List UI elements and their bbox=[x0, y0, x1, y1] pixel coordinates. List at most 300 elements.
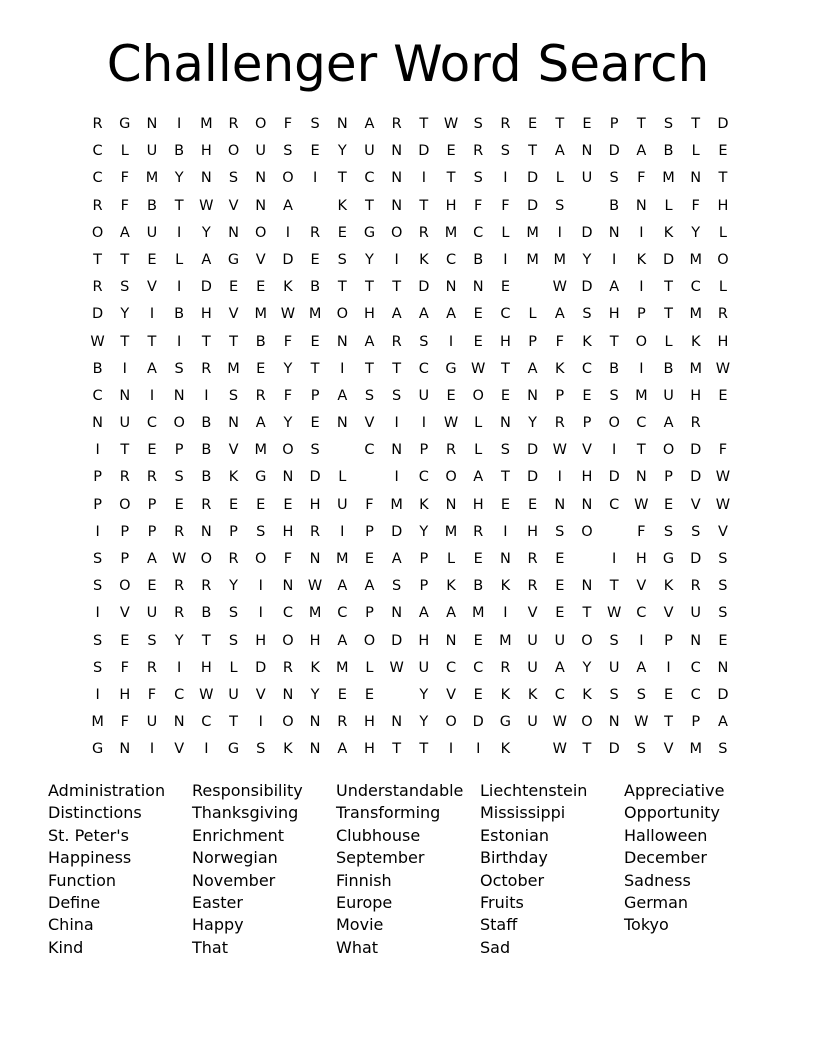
word-item: Enrichment bbox=[192, 825, 285, 845]
grid-letter: N bbox=[717, 659, 729, 676]
grid-letter: H bbox=[309, 496, 321, 513]
grid-letter: T bbox=[229, 333, 238, 350]
word-column bbox=[48, 780, 192, 959]
grid-letter: H bbox=[119, 686, 131, 703]
grid-letter: M bbox=[390, 496, 403, 513]
grid-letter bbox=[519, 739, 546, 766]
grid-letter: R bbox=[527, 551, 538, 567]
grid-letter: E bbox=[446, 387, 456, 404]
grid-letter: Y bbox=[174, 632, 184, 649]
grid-letter: V bbox=[228, 306, 239, 323]
grid-letter: D bbox=[690, 469, 702, 486]
word-column bbox=[624, 780, 768, 959]
grid-letter: D bbox=[608, 741, 620, 758]
word-item: Function bbox=[48, 870, 117, 890]
grid-letter: N bbox=[608, 224, 620, 241]
grid-letter: C bbox=[690, 279, 701, 296]
grid-letter: Y bbox=[582, 659, 592, 676]
grid-letter bbox=[356, 467, 383, 494]
grid-letter: V bbox=[119, 605, 130, 622]
grid-letter: O bbox=[91, 224, 104, 241]
grid-letter: O bbox=[581, 714, 593, 731]
grid-letter: L bbox=[664, 197, 673, 214]
grid-letter: K bbox=[337, 197, 348, 214]
word-column bbox=[336, 780, 480, 959]
grid-letter: K bbox=[636, 251, 647, 268]
grid-letter: Y bbox=[582, 251, 592, 268]
grid-letter: N bbox=[608, 714, 620, 731]
grid-letter: R bbox=[500, 116, 511, 132]
grid-letter: C bbox=[146, 415, 158, 432]
grid-letter: N bbox=[173, 387, 185, 404]
grid-letter: M bbox=[227, 360, 240, 377]
grid-letter: D bbox=[608, 143, 620, 160]
grid-letter: S bbox=[256, 523, 266, 540]
grid-letter: A bbox=[201, 251, 212, 268]
grid-letter bbox=[573, 196, 600, 223]
grid-letter: L bbox=[474, 442, 483, 459]
grid-letter: I bbox=[639, 632, 644, 649]
word-item: Halloween bbox=[624, 825, 708, 845]
grid-letter: S bbox=[174, 469, 184, 486]
grid-letter: I bbox=[258, 714, 263, 731]
grid-letter: U bbox=[527, 659, 538, 676]
grid-letter: R bbox=[500, 659, 511, 676]
grid-letter: F bbox=[555, 333, 564, 350]
grid-letter: E bbox=[364, 551, 375, 567]
grid-letter: A bbox=[364, 578, 375, 595]
grid-letter: H bbox=[364, 714, 375, 731]
grid-letter: M bbox=[471, 605, 485, 622]
grid-row bbox=[84, 250, 737, 277]
grid-letter: I bbox=[394, 469, 399, 486]
grid-letter: S bbox=[555, 197, 565, 214]
grid-letter: M bbox=[336, 659, 349, 676]
grid-letter: O bbox=[119, 578, 131, 595]
grid-letter: B bbox=[609, 197, 620, 214]
grid-letter: K bbox=[283, 279, 293, 296]
grid-letter: T bbox=[201, 632, 211, 649]
grid-letter: C bbox=[337, 605, 348, 622]
grid-letter: D bbox=[309, 469, 321, 486]
grid-letter: N bbox=[445, 279, 457, 296]
grid-letter: C bbox=[473, 659, 484, 676]
grid-letter: M bbox=[200, 116, 213, 132]
grid-letter: T bbox=[120, 251, 130, 268]
grid-letter: I bbox=[95, 605, 100, 622]
grid-letter: M bbox=[254, 306, 267, 323]
grid-letter: V bbox=[663, 605, 674, 622]
grid-letter: I bbox=[149, 387, 155, 404]
word-column bbox=[192, 780, 336, 959]
grid-letter: T bbox=[337, 170, 347, 187]
grid-letter: G bbox=[363, 224, 376, 241]
word-item: Movie bbox=[336, 915, 384, 935]
word-item: Finnish bbox=[336, 870, 392, 890]
grid-row bbox=[84, 440, 737, 467]
grid-letter: L bbox=[718, 279, 727, 296]
grid-letter: S bbox=[718, 741, 728, 758]
word-item: Happiness bbox=[48, 848, 132, 868]
grid-letter: W bbox=[199, 686, 214, 703]
grid-letter: B bbox=[310, 279, 321, 296]
grid-letter: B bbox=[473, 578, 484, 595]
grid-letter: A bbox=[636, 659, 647, 676]
grid-letter: E bbox=[446, 143, 456, 160]
grid-letter: E bbox=[718, 387, 728, 404]
grid-letter: T bbox=[365, 279, 374, 296]
grid-letter: D bbox=[527, 469, 539, 486]
grid-letter: C bbox=[690, 659, 701, 676]
grid-letter: N bbox=[690, 632, 702, 649]
word-item: Birthday bbox=[480, 848, 548, 868]
grid-letter: S bbox=[609, 632, 619, 649]
grid-letter: A bbox=[337, 578, 348, 595]
grid-letter: N bbox=[173, 714, 185, 731]
grid-letter: Y bbox=[691, 224, 701, 241]
grid-letter: T bbox=[419, 741, 429, 758]
grid-letter: V bbox=[636, 578, 647, 595]
grid-letter: W bbox=[606, 605, 622, 622]
grid-letter: I bbox=[557, 224, 562, 241]
grid-letter: O bbox=[662, 442, 675, 459]
grid-letter: U bbox=[146, 605, 158, 622]
grid-letter: R bbox=[690, 578, 701, 595]
word-item: St. Peter's bbox=[48, 825, 129, 845]
grid-letter: S bbox=[228, 387, 239, 404]
grid-letter: A bbox=[446, 605, 456, 622]
grid-letter: W bbox=[552, 714, 567, 731]
grid-letter: G bbox=[91, 741, 104, 758]
grid-letter: T bbox=[446, 170, 456, 187]
grid-letter: E bbox=[256, 496, 266, 513]
grid-letter: N bbox=[119, 387, 131, 404]
grid-letter: H bbox=[690, 387, 702, 404]
grid-letter: H bbox=[418, 632, 430, 649]
grid-letter: R bbox=[690, 415, 701, 432]
grid-letter: W bbox=[443, 415, 459, 432]
grid-letter: G bbox=[499, 714, 512, 731]
grid-letter: S bbox=[663, 523, 674, 540]
grid-letter: I bbox=[503, 605, 508, 622]
grid-letter: O bbox=[255, 224, 267, 241]
grid-letter: D bbox=[527, 170, 539, 187]
grid-row bbox=[84, 168, 737, 195]
grid-letter: V bbox=[147, 279, 157, 296]
grid-letter: V bbox=[228, 442, 239, 459]
grid-letter: U bbox=[364, 143, 375, 160]
grid-letter: N bbox=[581, 143, 593, 160]
grid-letter: M bbox=[444, 523, 458, 540]
grid-letter: M bbox=[526, 224, 539, 241]
grid-letter: V bbox=[717, 523, 728, 540]
grid-letter: C bbox=[445, 659, 457, 676]
grid-letter: H bbox=[309, 632, 321, 649]
grid-letter: I bbox=[612, 551, 617, 567]
grid-letter: L bbox=[120, 143, 129, 160]
grid-letter: E bbox=[528, 116, 538, 132]
grid-letter: O bbox=[363, 632, 376, 649]
grid-row bbox=[84, 576, 737, 603]
grid-letter: S bbox=[228, 605, 239, 622]
grid-letter: T bbox=[582, 605, 592, 622]
grid-letter: R bbox=[445, 442, 457, 459]
grid-letter: D bbox=[472, 714, 484, 731]
grid-letter bbox=[302, 196, 329, 223]
grid-letter: V bbox=[364, 415, 375, 432]
grid-letter: T bbox=[609, 333, 619, 350]
grid-letter: P bbox=[555, 387, 565, 404]
grid-letter: G bbox=[255, 469, 267, 486]
grid-letter: N bbox=[391, 143, 403, 160]
grid-letter: S bbox=[636, 741, 646, 758]
grid-letter: Y bbox=[337, 143, 347, 160]
grid-letter: O bbox=[255, 551, 267, 567]
grid-letter: N bbox=[391, 714, 403, 731]
grid-letter: K bbox=[582, 686, 592, 703]
word-column bbox=[480, 780, 624, 959]
grid-letter: N bbox=[336, 333, 348, 350]
grid-letter: P bbox=[93, 469, 102, 486]
grid-letter: K bbox=[527, 686, 538, 703]
grid-letter: A bbox=[255, 415, 266, 432]
grid-letter: T bbox=[392, 279, 402, 296]
grid-letter: T bbox=[718, 170, 728, 187]
grid-letter: I bbox=[639, 360, 644, 377]
grid-letter: I bbox=[448, 741, 454, 758]
grid-letter: N bbox=[200, 170, 212, 187]
grid-letter: A bbox=[446, 306, 456, 323]
grid-letter: O bbox=[255, 116, 267, 132]
grid-letter: T bbox=[365, 197, 374, 214]
grid-letter: B bbox=[146, 197, 157, 214]
grid-letter: H bbox=[200, 306, 212, 323]
word-item: Mississippi bbox=[480, 803, 566, 823]
grid-letter: D bbox=[282, 251, 294, 268]
grid-letter: W bbox=[715, 496, 731, 513]
grid-letter: C bbox=[636, 415, 647, 432]
grid-letter: S bbox=[718, 605, 728, 622]
grid-letter: D bbox=[581, 224, 593, 241]
grid-letter: K bbox=[500, 686, 511, 703]
grid-letter: I bbox=[503, 251, 508, 268]
word-item: Tokyo bbox=[624, 915, 669, 935]
grid-letter: F bbox=[283, 387, 293, 404]
grid-letter: N bbox=[581, 496, 593, 513]
word-item: Happy bbox=[192, 915, 244, 935]
grid-letter: O bbox=[390, 224, 403, 241]
grid-row bbox=[84, 685, 737, 712]
grid-letter: R bbox=[92, 116, 103, 132]
grid-letter: I bbox=[639, 224, 644, 241]
grid-letter: C bbox=[473, 224, 484, 241]
grid-letter: I bbox=[503, 170, 508, 187]
grid-letter: E bbox=[473, 306, 483, 323]
grid-letter: S bbox=[174, 360, 184, 377]
grid-row bbox=[84, 522, 737, 549]
grid-letter: V bbox=[663, 741, 674, 758]
grid-letter: V bbox=[527, 605, 538, 622]
grid-letter: G bbox=[119, 116, 131, 132]
grid-letter: R bbox=[174, 605, 185, 622]
grid-letter: V bbox=[582, 442, 592, 459]
grid-letter: M bbox=[662, 170, 675, 187]
grid-letter: W bbox=[471, 360, 486, 377]
grid-letter: N bbox=[119, 741, 131, 758]
grid-letter: E bbox=[228, 496, 239, 513]
grid-letter: I bbox=[122, 360, 127, 377]
grid-letter: I bbox=[285, 224, 291, 241]
grid-letter: T bbox=[392, 741, 402, 758]
grid-letter: E bbox=[555, 551, 565, 567]
grid-letter: R bbox=[473, 143, 484, 160]
grid-letter bbox=[329, 440, 356, 467]
grid-letter: N bbox=[581, 578, 593, 595]
grid-letter: D bbox=[527, 197, 539, 214]
grid-letter: D bbox=[418, 143, 430, 160]
grid-letter: R bbox=[92, 279, 103, 296]
grid-letter: E bbox=[473, 333, 483, 350]
grid-letter: B bbox=[663, 143, 674, 160]
grid-letter: L bbox=[365, 659, 374, 676]
grid-letter: S bbox=[718, 578, 728, 595]
grid-letter: S bbox=[337, 251, 347, 268]
grid-letter: A bbox=[418, 605, 429, 622]
grid-letter: R bbox=[527, 578, 538, 595]
grid-letter: O bbox=[119, 496, 131, 513]
grid-letter: O bbox=[717, 251, 729, 268]
grid-letter: U bbox=[146, 224, 158, 241]
grid-letter: I bbox=[204, 741, 209, 758]
grid-letter: I bbox=[340, 360, 345, 377]
grid-letter: E bbox=[147, 578, 157, 595]
grid-letter: W bbox=[171, 551, 187, 567]
grid-letter: Y bbox=[419, 523, 429, 540]
grid-letter: F bbox=[120, 170, 129, 187]
grid-letter: N bbox=[255, 170, 267, 187]
grid-letter: W bbox=[552, 741, 567, 758]
grid-letter: S bbox=[92, 659, 103, 676]
grid-letter: T bbox=[392, 360, 402, 377]
grid-letter: N bbox=[146, 116, 158, 132]
grid-letter: T bbox=[93, 251, 103, 268]
grid-letter: I bbox=[177, 116, 182, 132]
grid-row bbox=[84, 495, 737, 522]
grid-letter: M bbox=[689, 306, 702, 323]
grid-letter: S bbox=[609, 170, 619, 187]
grid-letter: E bbox=[555, 578, 565, 595]
grid-letter: I bbox=[149, 741, 155, 758]
grid-letter: L bbox=[446, 551, 456, 567]
word-item: Appreciative bbox=[624, 781, 725, 800]
grid-letter: I bbox=[258, 605, 263, 622]
grid-letter: O bbox=[282, 442, 294, 459]
grid-letter: L bbox=[718, 224, 727, 241]
grid-letter: N bbox=[309, 551, 321, 567]
grid-letter: N bbox=[255, 197, 267, 214]
grid-letter: N bbox=[499, 551, 511, 567]
grid-letter: K bbox=[419, 251, 429, 268]
grid-letter: V bbox=[255, 251, 266, 268]
grid-letter: E bbox=[310, 251, 320, 268]
grid-letter: E bbox=[337, 224, 347, 241]
grid-letter: S bbox=[609, 387, 619, 404]
grid-letter: O bbox=[282, 714, 294, 731]
grid-letter: O bbox=[282, 170, 294, 187]
grid-letter: C bbox=[418, 469, 429, 486]
grid-letter: A bbox=[337, 741, 348, 758]
grid-letter: F bbox=[120, 714, 129, 731]
grid-letter: M bbox=[254, 442, 267, 459]
grid-letter: W bbox=[634, 714, 649, 731]
grid-letter: P bbox=[147, 496, 157, 513]
grid-letter: R bbox=[201, 578, 212, 595]
grid-letter: U bbox=[336, 496, 348, 513]
grid-letter: A bbox=[337, 632, 348, 649]
grid-letter: E bbox=[283, 496, 293, 513]
grid-letter: S bbox=[718, 551, 728, 567]
grid-letter: N bbox=[282, 686, 294, 703]
grid-letter: N bbox=[445, 496, 457, 513]
grid-letter: T bbox=[365, 360, 374, 377]
grid-letter: L bbox=[555, 170, 564, 187]
grid-letter: C bbox=[690, 686, 701, 703]
grid-letter: H bbox=[499, 333, 511, 350]
grid-letter: H bbox=[472, 496, 484, 513]
word-item: Transforming bbox=[336, 803, 441, 823]
grid-letter: N bbox=[391, 605, 403, 622]
grid-letter: N bbox=[282, 578, 294, 595]
grid-letter: E bbox=[500, 496, 510, 513]
grid-letter bbox=[709, 413, 736, 440]
grid-letter: Y bbox=[283, 415, 293, 432]
grid-letter: E bbox=[310, 415, 320, 432]
grid-letter: M bbox=[553, 251, 567, 268]
grid-letter: B bbox=[201, 605, 212, 622]
grid-letter: K bbox=[500, 578, 511, 595]
grid-letter: R bbox=[228, 551, 239, 567]
grid-letter: P bbox=[174, 442, 184, 459]
grid-letter: C bbox=[92, 170, 103, 187]
word-item: Thanksgiving bbox=[192, 803, 299, 823]
grid-row bbox=[84, 603, 737, 630]
grid-letter: N bbox=[554, 496, 566, 513]
grid-row bbox=[84, 739, 737, 766]
grid-letter: T bbox=[664, 306, 673, 323]
grid-letter: Y bbox=[365, 251, 374, 268]
grid-letter: N bbox=[527, 387, 539, 404]
grid-letter: T bbox=[664, 714, 673, 731]
letter-grid bbox=[84, 114, 737, 767]
grid-letter: S bbox=[92, 632, 103, 649]
grid-letter: Y bbox=[310, 686, 320, 703]
grid-letter: I bbox=[177, 279, 182, 296]
grid-letter: P bbox=[229, 523, 238, 540]
grid-letter: B bbox=[174, 306, 185, 323]
grid-letter: R bbox=[337, 714, 348, 731]
grid-letter: V bbox=[174, 741, 185, 758]
grid-letter: F bbox=[365, 496, 374, 513]
grid-letter: I bbox=[421, 415, 426, 432]
grid-letter: K bbox=[283, 741, 293, 758]
grid-letter: I bbox=[149, 306, 155, 323]
grid-letter: S bbox=[92, 578, 103, 595]
grid-letter: T bbox=[636, 442, 646, 459]
grid-letter: I bbox=[177, 224, 182, 241]
grid-letter: H bbox=[581, 469, 593, 486]
grid-letter: T bbox=[229, 714, 238, 731]
grid-letter: L bbox=[175, 251, 184, 268]
